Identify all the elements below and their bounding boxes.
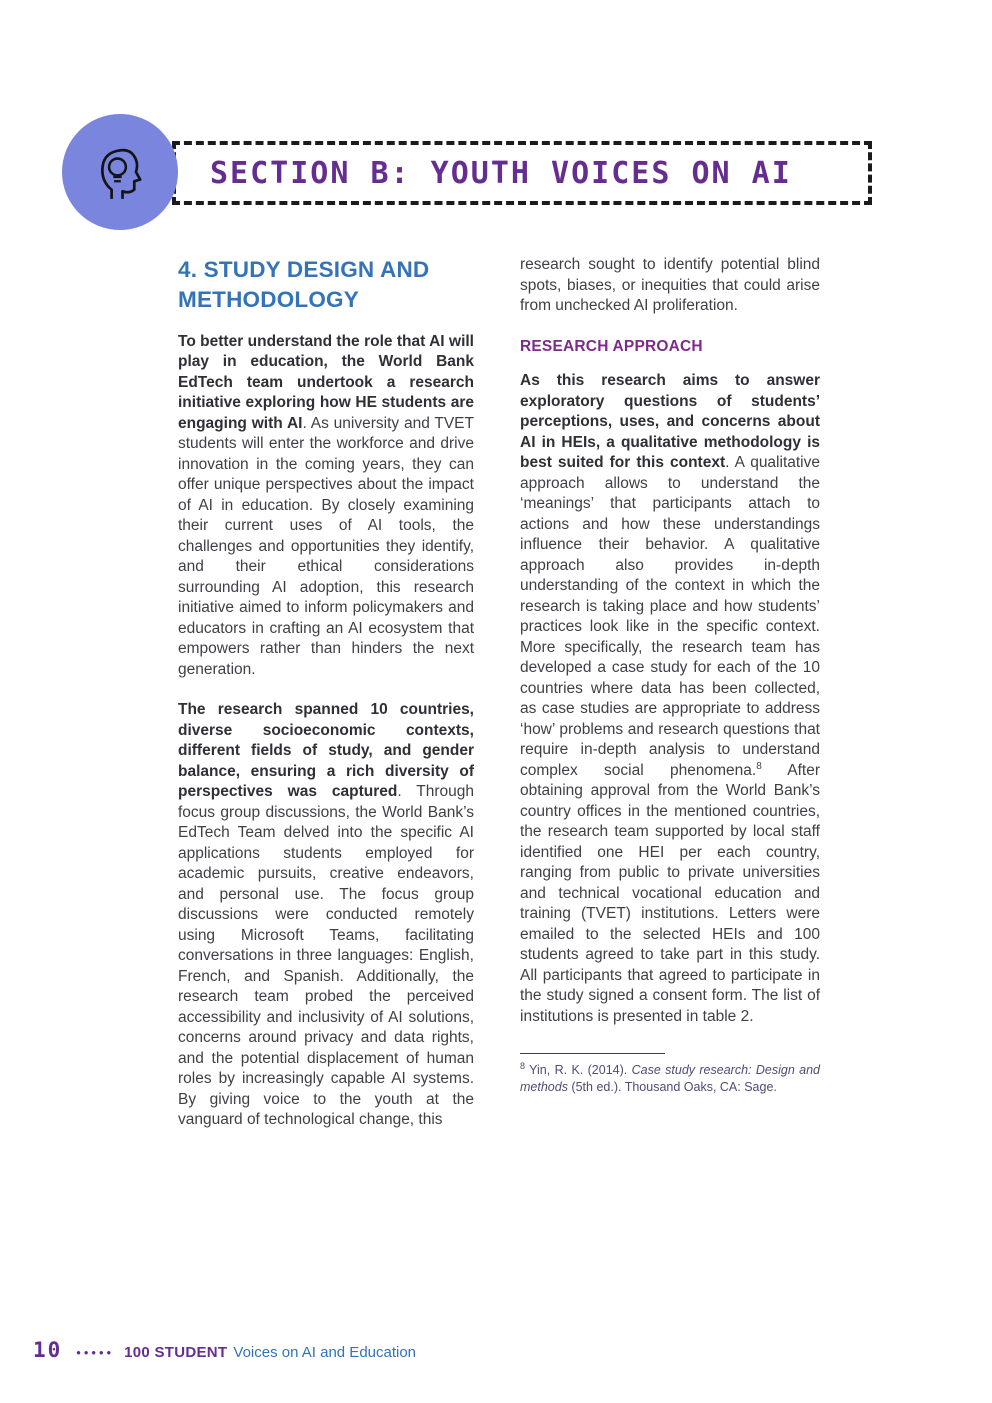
footer-brand-rest: Voices on AI and Education xyxy=(233,1344,417,1361)
footer-dots: ••••• xyxy=(76,1345,115,1360)
research-approach-heading: RESEARCH APPROACH xyxy=(520,337,703,355)
footnote-text xyxy=(520,1062,820,1096)
right-paragraph-1-body-a: . A qualitative approach allows to understand the ‘meanings’ that participants attach to actions and how these understandings influence their behavior. A qualitative approach also provides in-depth understanding of the context in which the research is taking place and how students’ practices look like in the specific context. More specifically, the research team has developed a case study for each of the 10 countries where data has been collected, as case studies are appropriate to address ‘how’ problems and research questions that require in-depth analysis to understand complex social phenomena. xyxy=(520,454,820,779)
footnote-title-italic: Case study research: Design and methods xyxy=(520,1063,820,1094)
right-paragraph-1-body-b: After obtaining approval from the World Bank’s country offices in the mentioned countries, the research team supported by local staff identified one HEI per each country, ranging from public to private universities and technical vocational education and training (TVET) institutions. Letters were emailed to the selected HEIs and 100 students agreed to take part in this study. All participants that agreed to participate in the study signed a consent form. The list of institutions is presented in table 2. xyxy=(520,761,821,1025)
section-title: SECTION B: YOUTH VOICES ON AI xyxy=(210,155,792,191)
head-lightbulb-icon xyxy=(62,114,178,230)
footnote xyxy=(520,1053,820,1096)
footer-brand-bold: 100 STUDENT xyxy=(124,1344,228,1361)
page-number: 10 xyxy=(33,1338,63,1362)
section-banner xyxy=(172,141,872,205)
page-footer xyxy=(33,1338,416,1362)
footnote-reference: 8 xyxy=(756,760,762,772)
left-column xyxy=(178,255,474,1151)
left-paragraph-1-body: . As university and TVET students will enter the workforce and drive innovation in the coming years, they can offer unique perspectives about the impact of AI in education. By closely examining their current uses of AI tools, the challenges and opportunities they identify, and their ethical considerations surrounding AI adoption, this research initiative aimed to inform policymakers and educators in crafting an AI ecosystem that empowers rather than hinders the next generation. xyxy=(178,414,474,678)
footnote-pre: Yin, R. K. (2014). xyxy=(525,1063,632,1077)
left-paragraph-1-lead: To better understand the role that AI will play in education, the World Bank EdTech team undertook a research initiative exploring how HE students are engaging with AI xyxy=(178,332,474,432)
right-column xyxy=(520,255,820,1096)
right-paragraph-1-lead: As this research aims to answer exploratory questions of students’ perceptions, uses, and concerns about AI in HEIs, a qualitative methodology is best suited for this context xyxy=(520,372,820,471)
left-paragraph-2 xyxy=(178,700,474,1131)
left-paragraph-2-lead: The research spanned 10 countries, diverse socioeconomic contexts, different fields of study, and gender balance, ensuring a rich diversity of perspectives was captured xyxy=(178,701,474,801)
study-design-heading: 4. STUDY DESIGN AND METHODOLOGY xyxy=(178,257,430,313)
right-paragraph-1 xyxy=(520,371,820,1027)
footnote-post: (5th ed.). Thousand Oaks, CA: Sage. xyxy=(567,1080,777,1094)
footnote-rule xyxy=(520,1053,665,1054)
right-paragraph-continuation: research sought to identify potential blind spots, biases, or inequities that could arise from unchecked AI proliferation. xyxy=(520,256,820,314)
footnote-marker: 8 xyxy=(520,1060,526,1071)
left-paragraph-1 xyxy=(178,332,474,681)
left-paragraph-2-body: . Through focus group discussions, the World Bank’s EdTech Team delved into the specific AI applications students employed for academic pursuits, creative endeavors, and personal use. The focus group discussions were conducted remotely using Microsoft Teams, facilitating conversations in three languages: English, French, and Spanish. Additionally, the research team probed the perceived accessibility and inclusivity of AI solutions, concerns around privacy and data rights, and the potential displacement of human roles by increasingly capable AI systems. By giving voice to the youth at the vanguard of technological change, this xyxy=(178,783,474,1129)
